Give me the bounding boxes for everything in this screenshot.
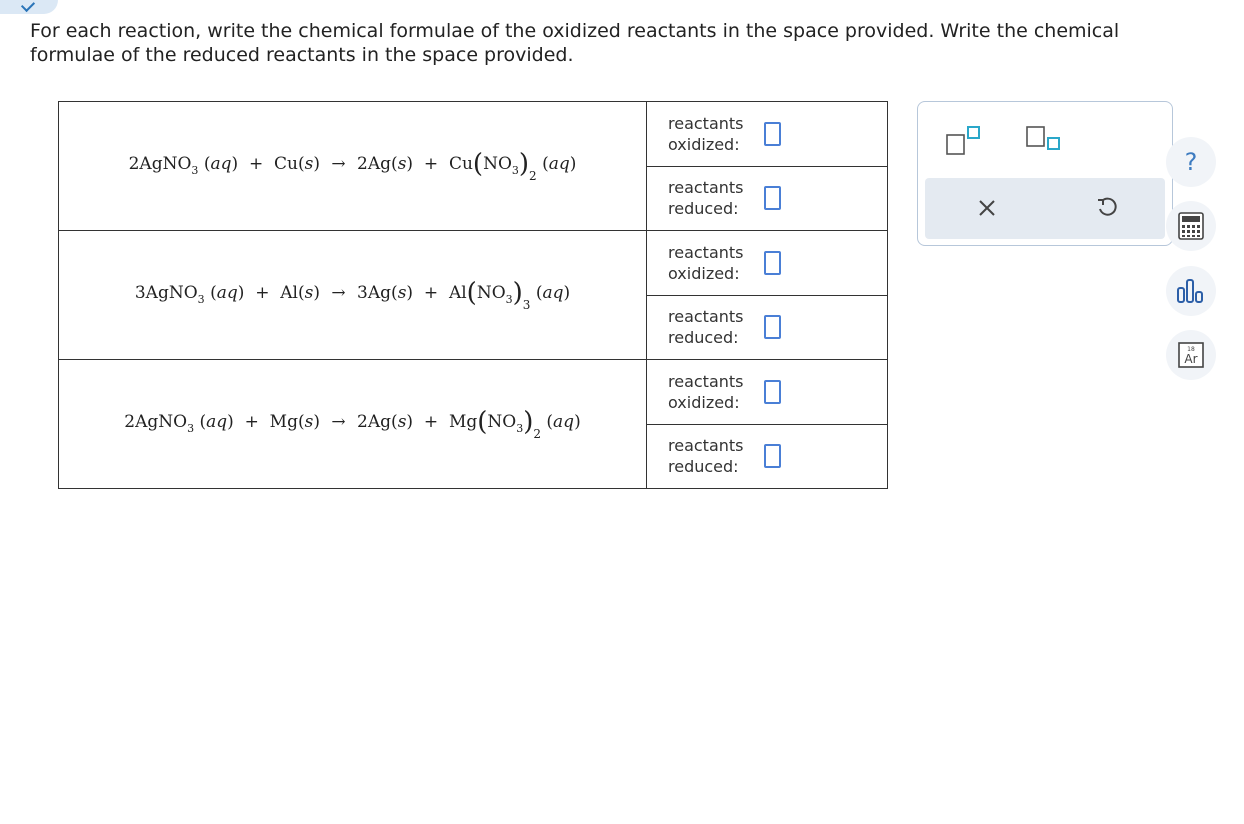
periodic-table-button[interactable] (1166, 330, 1216, 380)
reaction-3-equation: 2AgNO$_3$ $(aq) + Mg(s) \to 2Ag(s) + Mg(NO_3)_2$ (aq) (59, 360, 647, 489)
help-button[interactable] (1166, 137, 1216, 187)
oxidized-label: reactants oxidized: (668, 371, 744, 412)
reaction-2-oxidized-input[interactable] (764, 251, 781, 275)
reaction-3-oxidized-cell (647, 360, 888, 425)
reaction-2-reduced-input[interactable] (764, 315, 781, 339)
reaction-2-equation: 3AgNO$_3$ $(aq) + Al(s) \to 3Ag(s) + Al(NO_3)_3$ (aq) (59, 231, 647, 360)
reaction-table (58, 101, 888, 489)
reduced-label: reactants reduced: (668, 178, 744, 219)
calculator-button[interactable] (1166, 201, 1216, 251)
reaction-1-oxidized-input[interactable] (764, 122, 781, 146)
oxidized-label: reactants oxidized: (668, 242, 744, 283)
reaction-2-oxidized-cell (647, 231, 888, 296)
help-icon: ? (1184, 148, 1198, 176)
subscript-template-icon[interactable] (1026, 126, 1064, 160)
periodic-table-icon (1178, 342, 1204, 368)
reaction-3-reduced-input[interactable] (764, 444, 781, 468)
superscript-template-icon[interactable] (946, 126, 984, 160)
reduced-label: reactants reduced: (668, 307, 744, 348)
reaction-3-reduced-cell (647, 424, 888, 489)
svg-text:Ar: Ar (1184, 352, 1198, 366)
reaction-3-oxidized-input[interactable] (764, 380, 781, 404)
reaction-1-oxidized-cell (647, 102, 888, 167)
question-prompt: For each reaction, write the chemical formulae of the oxidized reactants in the space provided. Write the chemical formulae of the reduced reactants in the space provided. (30, 20, 1120, 66)
reaction-1-reduced-input[interactable] (764, 186, 781, 210)
oxidized-label: reactants oxidized: (668, 113, 744, 154)
reaction-1-reduced-cell (647, 166, 888, 231)
chart-button[interactable] (1166, 266, 1216, 316)
clear-icon[interactable] (977, 198, 997, 222)
reaction-2-reduced-cell (647, 295, 888, 360)
formula-palette (917, 101, 1173, 246)
palette-actions (925, 178, 1165, 239)
svg-text:18: 18 (1187, 346, 1195, 353)
collapse-tab[interactable] (0, 0, 58, 14)
reaction-1-equation: 2AgNO$_3$ $(aq) + Cu(s) \to 2Ag(s) + Cu(NO_3)_2$ (aq) (59, 102, 647, 231)
reduced-label: reactants reduced: (668, 436, 744, 477)
calculator-icon (1178, 212, 1204, 240)
undo-icon[interactable] (1095, 196, 1119, 224)
chart-icon (1176, 278, 1206, 304)
